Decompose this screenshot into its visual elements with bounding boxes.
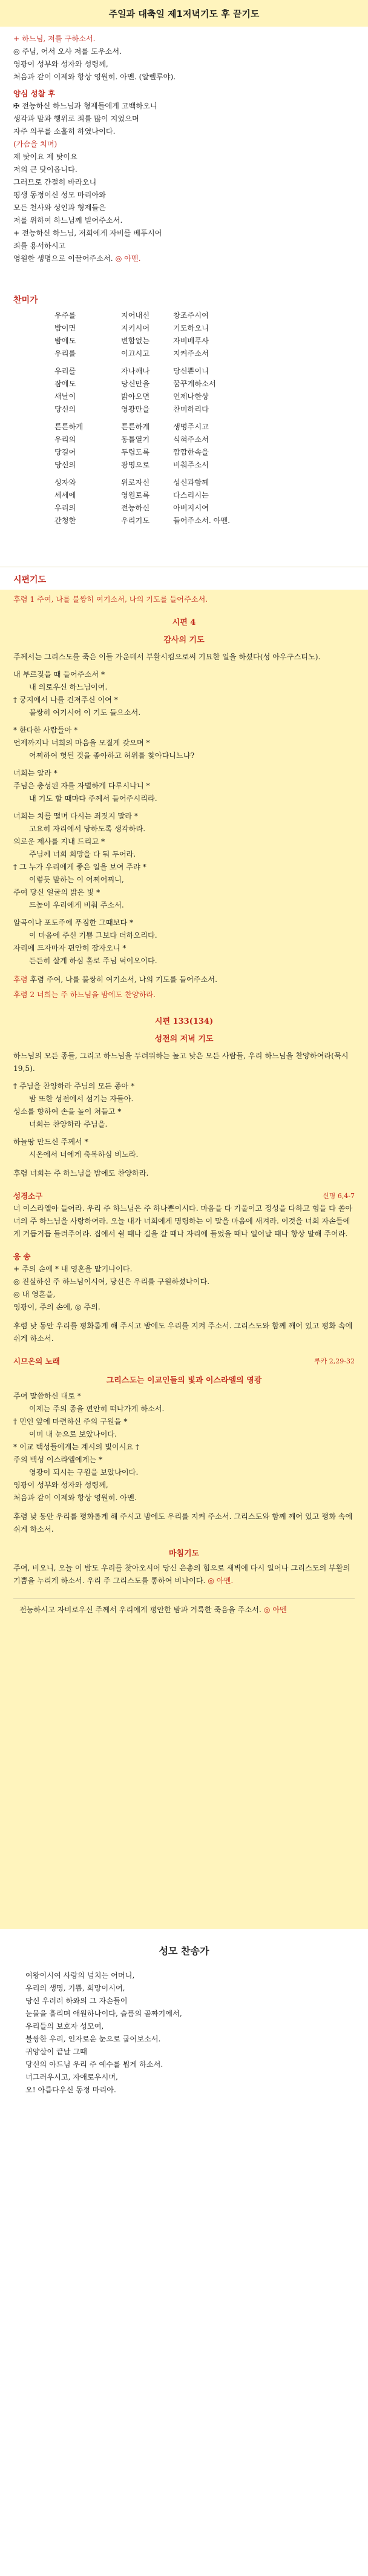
psalm-verse: 언제까지나 너희의 마음을 모질게 갖으며 * — [13, 739, 150, 747]
responsory-line: 영광이, 주의 손에, ◎ 주의. — [13, 1303, 100, 1311]
psalm-verse — [13, 719, 355, 724]
psalm-verse: 드높이 우리에게 비춰 주소서. — [29, 901, 124, 909]
psalm-verse: 자리에 드자마자 편안히 잠자오니 * — [13, 944, 126, 952]
psalm-verse: 고요히 자리에서 당하도록 생각하라. — [29, 825, 146, 833]
psalm-verse: 밤 또한 성전에서 섬기는 자들아. — [29, 1095, 134, 1103]
marian-line: 오! 아름다우신 동정 마리아. — [25, 2086, 116, 2094]
psalm-verse: 주여 당신 얼굴의 밝은 빛 * — [13, 888, 100, 897]
confiteor-line: 저를 위하여 하느님께 빌어주소서. — [13, 216, 123, 225]
canticle-antiphon: 후렴 낮 동안 우리를 평화롭게 해 주시고 밤에도 우리를 지켜 주소서. 그리스도와 함께 깨어 있고 평화 속에 쉬게 하소서. — [13, 1322, 353, 1343]
psalmody-body — [0, 590, 368, 1929]
canticle-verse: * 이교 백성들에게는 계시의 빛이시요 † — [13, 1443, 140, 1451]
psalm-verse — [13, 1131, 355, 1136]
confiteor-line: 제 탓이요 제 탓이요 — [13, 153, 77, 161]
blessing-block — [13, 1598, 355, 1621]
canticle-antiphon-repeat: 후렴 낮 동안 우리를 평화롭게 해 주시고 밤에도 우리를 지켜 주소서. 그리스도와 함께 깨어 있고 평화 속에 쉬게 하소서. — [13, 1512, 353, 1533]
marian-line: 여왕이시여 사랑의 넘치는 어머니, — [25, 1971, 135, 1980]
confiteor-line: 그러므로 간절히 바라오니 — [13, 178, 97, 186]
confiteor-line: ✠ 전능하신 하느님과 형제들에게 고백하오니 — [13, 102, 157, 110]
prayer-text: 주여, 비오니, 오늘 이 밤도 우리를 찾아오시어 당신 은총의 힘으로 새벽에 다시 일어나 그리스도의 부활의 기쁨을 누리게 하소서. 우리 주 그리스도를 통하여 비나이다. ◎ 아멘. — [13, 1564, 350, 1585]
hymn-line — [54, 472, 355, 476]
psalm-133-subtitle: 성전의 저녁 기도 — [154, 1035, 214, 1044]
hymn-line: 우리의 동틀열기 식혀주소서 — [54, 435, 209, 444]
psalm-4-text — [13, 668, 355, 967]
psalm-verse: 시온에서 너에게 축복하심 비노라. — [29, 1150, 139, 1159]
psalmody-heading: 시편기도 — [13, 575, 47, 585]
confiteor-line: 자주 의무를 소홀히 하였나이다. — [13, 127, 116, 136]
opening-versicle: + 하느님, 저를 구하소서. — [13, 35, 96, 43]
hymn-line: 잠에도 당신만을 꿈꾸게하소서 — [54, 380, 216, 388]
psalm-verse: 이 마음에 주신 기쁨 그보다 더하오리다. — [29, 931, 157, 940]
page-title: 주일과 대축일 제1저녁기도 후 끝기도 — [0, 0, 368, 27]
hymn-line: 우주를 지어내신 창조주시여 — [54, 311, 209, 320]
hymn-line: 새날이 밝아오면 언제나한상 — [54, 392, 209, 401]
psalm-4-title: 시편 4 — [172, 618, 196, 627]
responsory-text — [13, 1263, 355, 1314]
psalm-verse: 내 의로우신 하느님이여. — [29, 683, 108, 691]
psalm-133-intro: 하느님의 모든 종들, 그리고 하느님을 두려워하는 높고 낮은 모든 사람들, 우리 하느님을 찬양하여라(묵시 19,5). — [13, 1052, 349, 1073]
hymn-line: 세세에 영원토록 다스리시는 — [54, 491, 209, 499]
psalm-verse: † 주님을 찬양하라 주님의 모든 종아 * — [13, 1082, 135, 1090]
reading-header — [13, 1190, 355, 1202]
absolution-line: 죄를 용서하시고 — [13, 242, 66, 250]
hymn-line: 우리를 자나깨나 당신뿐이니 — [54, 367, 209, 375]
glory-line-2: 처음과 같이 이제와 항상 영원히. 아멘. (알렐루야). — [13, 73, 176, 81]
psalm-verse: 내 부르짖을 때 들어주소서 * — [13, 670, 105, 679]
marian-line: 너그러우시고, 자애로우시며, — [25, 2073, 118, 2081]
responsory-line: ◎ 진실하신 주 하느님이시여, 당신은 우리를 구원하셨나이다. — [13, 1277, 210, 1286]
psalm-4-subtitle: 감사의 기도 — [163, 636, 205, 645]
hymn-line: 당신의 광명으로 비춰주소서 — [54, 461, 209, 469]
canticle-verse: 영광이 성부와 성자와 성령께, — [13, 1481, 108, 1489]
examination-heading: 양심 성찰 후 — [13, 89, 56, 98]
prayer-heading: 마침기도 — [168, 1549, 200, 1558]
hymn-line: 밤에도 변함없는 자비베푸사 — [54, 337, 209, 345]
marian-line: 우리의 생명, 기쁨, 희망이시여, — [25, 1984, 125, 1992]
antiphon-2-repeat: 후렴 너희는 주 하느님을 밤에도 찬양하라. — [13, 1169, 149, 1178]
canticle-verse: 이미 내 눈으로 보았나이다. — [29, 1430, 117, 1438]
responsory-line: ◎ 내 영혼을, — [13, 1290, 56, 1299]
absolution-line: 영원한 생명으로 이끌어주소서. ◎ 아멘. — [13, 254, 141, 263]
psalm-4-intro: 주께서는 그리스도를 죽은 이들 가운데서 부활시킴으로써 기묘한 일을 하셨다(성 아우구스티노). — [13, 653, 321, 661]
reading-reference: 신명 6,4-7 — [323, 1192, 355, 1200]
responsory-line: + 주의 손에 * 내 영혼을 맡기나이다. — [13, 1265, 133, 1273]
psalmody-section — [0, 574, 368, 587]
reading-heading: 성경소구 — [13, 1191, 43, 1201]
hymn-line: 밤이면 지키시어 기도하오니 — [54, 324, 209, 332]
reading-text: 너 이스라엘아 들어라. 우리 주 하느님은 주 하나뿐이시다. 마음을 다 기울이고 정성을 다하고 힘을 다 쏟아 너의 주 하느님을 사랑하여라. 오늘 내가 너희에게 명령하는 이 말을 마음에 새겨라. 이것을 너희 자손들에게 거듭거듭 들려주어라. 집에서 쉴 때나 길을 갈 때나 자리에 들었을 때나 일어날 때나 항상 말해 주어라. — [13, 1204, 353, 1238]
hymn-line: 튼튼하게 튼튼하게 생명주시고 — [54, 423, 209, 431]
psalm-verse: 불쌍히 여기시어 이 기도 들으소서. — [29, 708, 141, 717]
hymn-section — [0, 294, 368, 527]
psalm-verse: 이렇듯 말하는 이 어찌어찌니, — [29, 875, 124, 884]
marian-line: 눈물을 흘리며 애원하나이다, 슬픔의 골짜기에서, — [25, 2009, 182, 2018]
hymn-line — [54, 360, 355, 365]
canticle-text — [13, 1390, 355, 1504]
psalm-verse — [13, 762, 355, 767]
confiteor-line: 생각과 말과 행위로 죄를 많이 지었으며 — [13, 114, 139, 123]
opening-section — [0, 33, 368, 265]
canticle-heading: 시므온의 노래 — [13, 1357, 60, 1366]
glory-line-1: 영광이 성부와 성자와 성령께, — [13, 60, 108, 68]
confiteor-rubric: (가슴을 치며) — [13, 140, 58, 148]
marian-line: 당신의 아드님 우리 주 예수를 뵙게 하소서. — [25, 2060, 163, 2069]
psalm-verse: 너희는 알라 * — [13, 769, 58, 777]
canticle-verse: 영광이 되시는 구원을 보았나이다. — [29, 1468, 139, 1477]
marian-line: 우리들의 보호자 성모여, — [25, 2022, 104, 2031]
marian-line: 당신 우러러 하와의 그 자손들이 — [25, 1997, 128, 2005]
canticle-verse: 주의 백성 이스라엘에게는 * — [13, 1455, 103, 1464]
canticle-verse: 처음과 같이 이제와 항상 영원히. 아멘. — [13, 1494, 137, 1502]
canticle-verse: 이제는 주의 종을 편안히 떠나가게 하소서. — [29, 1405, 165, 1413]
canticle-reference: 루카 2,29-32 — [314, 1357, 355, 1365]
canticle-subtitle: 그리스도는 이교인들의 빛과 이스라엘의 영광 — [106, 1376, 262, 1385]
psalm-verse: 하늘땅 만드신 주께서 * — [13, 1138, 88, 1146]
psalm-verse: † 궁지에서 나를 건져주신 이여 * — [13, 696, 118, 704]
hymn-line — [54, 416, 355, 421]
psalm-verse: 알곡이나 포도주에 푸짐한 그때보다 * — [13, 918, 134, 927]
marian-text — [25, 1969, 355, 2097]
psalm-133-text — [13, 1080, 355, 1161]
antiphon-2: 후렴 2 너희는 주 하느님을 밤에도 찬양하라. — [13, 990, 156, 999]
responsory-heading: 응 송 — [13, 1252, 31, 1261]
psalm-verse: 의로운 제사를 지내 드리고 * — [13, 837, 105, 846]
absolution-line: + 전능하신 하느님, 저희에게 자비를 베푸시어 — [13, 229, 162, 237]
canticle-verse: 주여 말씀하신 대로 * — [13, 1392, 81, 1400]
hymn-verses — [54, 309, 355, 527]
blessing-text: 전능하시고 자비로우신 주께서 우리에게 평안한 밤과 거룩한 죽음을 주소서. ◎ 아멘 — [19, 1606, 287, 1614]
hymn-line: 당신의 영광만을 찬미하리다 — [54, 405, 209, 413]
marian-heading: 성모 찬송가 — [159, 1945, 209, 1957]
opening-response: ◎ 주님, 어서 오사 저를 도우소서. — [13, 47, 122, 56]
psalm-133-title: 시편 133(134) — [154, 1017, 214, 1026]
psalm-verse: 성소를 향하여 손을 높이 쳐들고 * — [13, 1107, 122, 1116]
marian-line: 귀양살이 끝날 그때 — [25, 2047, 87, 2056]
psalm-verse: 어찌하여 헛된 것을 좋아하고 허위를 찾아다니느냐? — [29, 751, 195, 760]
hymn-line: 간청한 우리기도 들어주소서. 아멘. — [54, 516, 231, 525]
hymn-line: 우리를 이끄시고 지켜주소서 — [54, 349, 209, 358]
hymn-line: 당길어 두렵도록 깜깜한속을 — [54, 448, 209, 456]
confiteor-line: 모든 천사와 성인과 형제들은 — [13, 203, 106, 212]
hymn-heading: 찬미가 — [13, 295, 38, 305]
hymn-line: 성자와 위로자신 성신과함께 — [54, 478, 209, 487]
antiphon-1: 후렴 1 주여, 나를 불쌍히 여기소서, 나의 기도를 들어주소서. — [13, 595, 208, 604]
psalm-verse: 내 기도 할 때마다 주께서 들어주시리라. — [29, 794, 157, 803]
marian-section — [0, 1943, 368, 2097]
psalm-verse: 주님께 너희 희망을 다 둬 두어라. — [29, 850, 136, 858]
psalm-verse — [13, 912, 355, 917]
antiphon-1-repeat: 후렴 후렴 주여, 나를 불쌍히 여기소서, 나의 기도를 들어주소서. — [13, 975, 217, 984]
psalm-verse: 든든히 살게 하심 홀로 주님 덕이오이다. — [29, 957, 157, 965]
hymn-line: 우리의 전능하신 아버지시여 — [54, 504, 209, 512]
psalm-verse: * 한다한 사람들아 * — [13, 726, 78, 734]
psalm-verse: † 그 누가 우리에게 좋은 일을 보여 주랴 * — [13, 863, 146, 871]
confiteor-line: 저의 큰 탓이옵니다. — [13, 165, 77, 174]
canticle-verse: † 민인 앞에 마련하신 주의 구원을 * — [13, 1417, 128, 1426]
psalm-verse: 주님은 충성된 자를 자별하게 다루시나니 * — [13, 782, 150, 790]
confiteor-line: 평생 동정이신 성모 마리아와 — [13, 191, 106, 199]
canticle-header — [13, 1355, 355, 1368]
psalm-verse: 너희는 치를 떨며 다시는 죄짓지 말라 * — [13, 812, 138, 820]
marian-line: 불쌍한 우리, 인자로운 눈으로 굽어보소서. — [25, 2035, 161, 2043]
psalm-verse — [13, 805, 355, 810]
psalm-verse: 너희는 찬양하라 주님을. — [29, 1120, 108, 1128]
